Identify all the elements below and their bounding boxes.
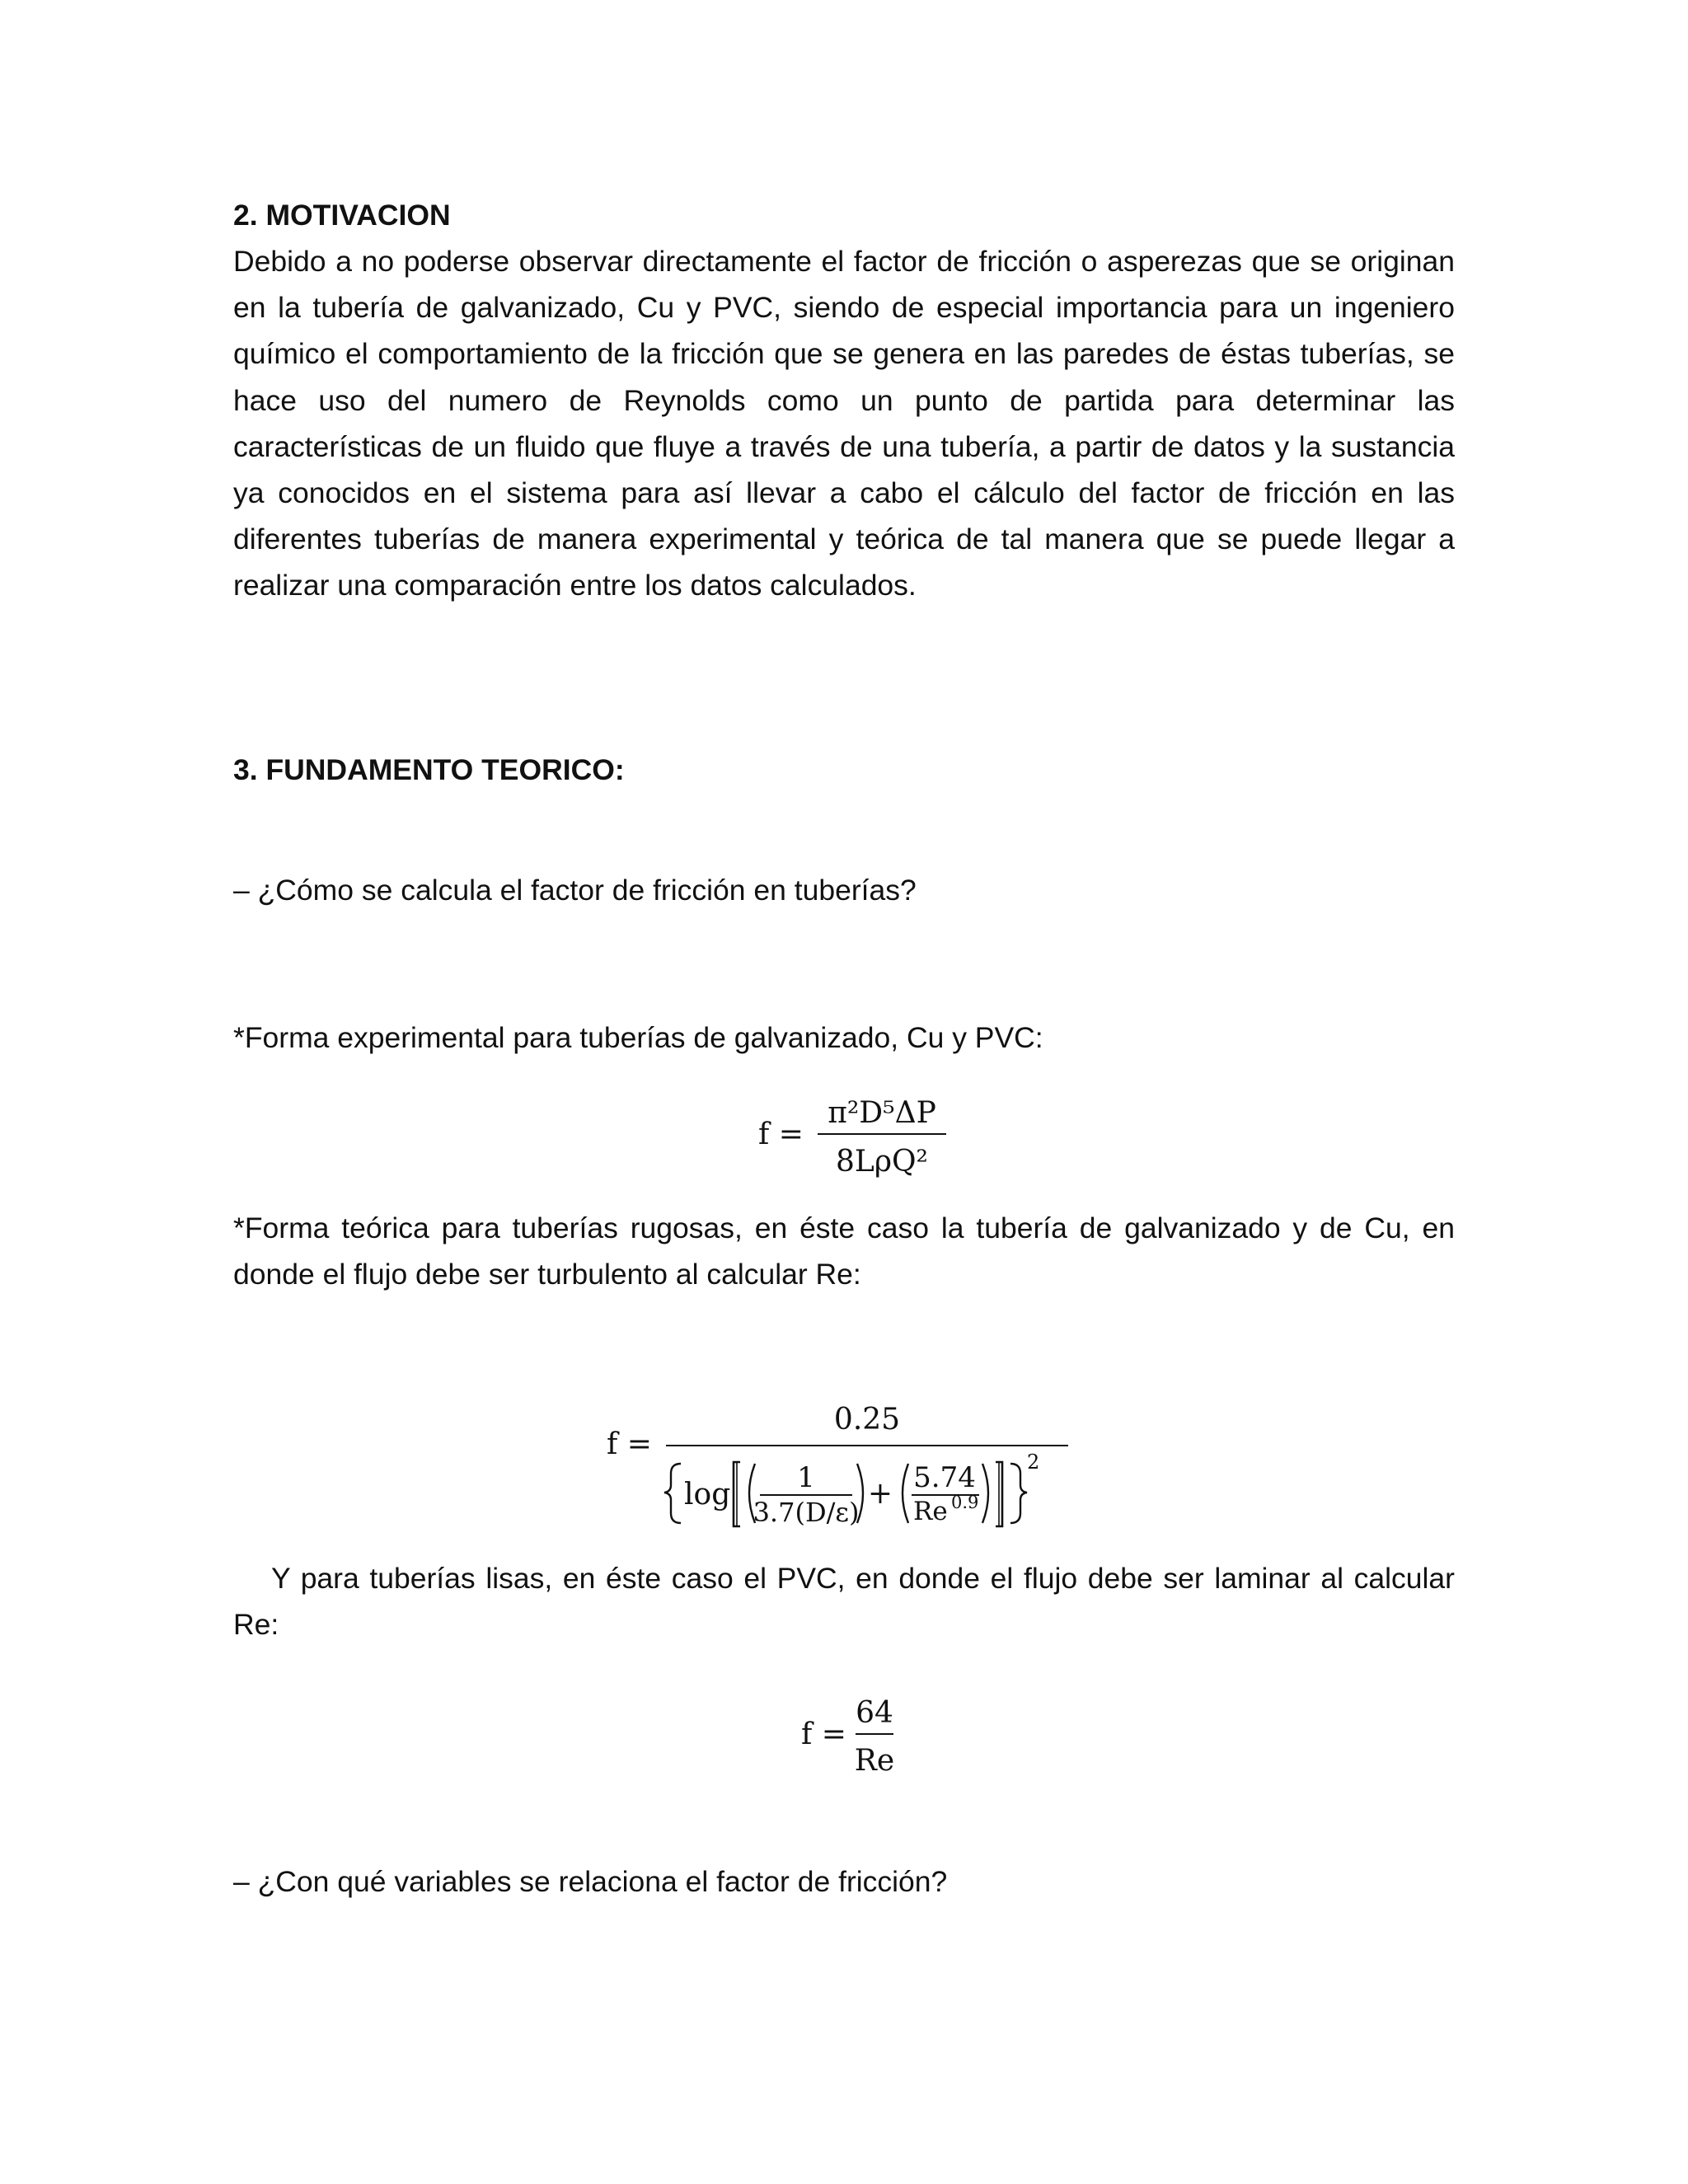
- motivation-paragraph: Debido a no poderse observar directamente el factor de fricción o asperezas que se originan en la tubería de galvanizado, Cu y PVC, siendo de especial importancia para un ingeniero químico el comportamiento de la fricción que se genera en las paredes de éstas tuberías, se hace uso del numero de Reynolds como un punto de partida para determinar las características de un fluido que fluye a través de una tubería, a partir de datos y la sustancia ya conocidos en el sistema para así llevar a cabo el cálculo del factor de fricción en las diferentes tuberías de manera experimental y teórica de tal manera que se puede llegar a realizar una comparación entre los datos calculados.: [233, 245, 1455, 602]
- eq3-denominator: Re: [854, 1744, 895, 1778]
- eq2-one: 1: [797, 1461, 815, 1494]
- eq1-lhs: f =: [758, 1118, 804, 1151]
- question-friction-calculation: – ¿Cómo se calcula el factor de fricción en tuberías?: [233, 874, 917, 907]
- section-heading-motivacion: 2. MOTIVACION: [233, 199, 451, 232]
- eq2-left-brace: [664, 1464, 681, 1523]
- eq2-lhs: f =: [607, 1427, 652, 1461]
- eq2-paren-close-2: [982, 1464, 988, 1523]
- eq2-reynolds-exponent: 0.9: [951, 1493, 979, 1512]
- eq2-coefficient: 5.74: [913, 1461, 976, 1494]
- eq2-log: log: [684, 1478, 731, 1511]
- eq2-paren-open-2: [903, 1464, 908, 1523]
- eq2-reynolds: Re: [913, 1497, 948, 1526]
- eq3-lhs: f =: [801, 1718, 846, 1751]
- eq2-power: 2: [1027, 1451, 1040, 1474]
- eq2-plus: +: [867, 1477, 893, 1511]
- equation-experimental-friction-factor: [742, 1088, 956, 1187]
- rough-pipe-form-label: *Forma teórica para tuberías rugosas, en éste caso la tubería de galvanizado y de Cu, en donde el flujo debe ser turbulento al calcular Re:: [233, 1212, 1455, 1291]
- eq2-inner-denominator: 3.7(D/ε): [753, 1497, 860, 1528]
- section-heading-fundamento-teorico: 3. FUNDAMENTO TEORICO:: [233, 753, 625, 786]
- smooth-pipe-form-label: Y para tuberías lisas, en éste caso el PVC, en donde el flujo debe ser laminar al calcular Re:: [233, 1562, 1455, 1642]
- equation-smooth-pipe-friction-factor: [783, 1673, 915, 1780]
- question-friction-variables: – ¿Con qué variables se relaciona el factor de fricción?: [233, 1865, 948, 1898]
- eq1-denominator: 8LρQ²: [836, 1145, 928, 1179]
- eq2-right-brace: [1010, 1464, 1027, 1523]
- experimental-form-label: *Forma experimental para tuberías de galvanizado, Cu y PVC:: [233, 1021, 1043, 1054]
- eq3-numerator: 64: [856, 1696, 893, 1730]
- eq2-numerator: 0.25: [833, 1403, 901, 1436]
- eq1-numerator: π²D⁵ΔP: [828, 1096, 936, 1130]
- equation-rough-pipe-friction-factor: [602, 1393, 1096, 1541]
